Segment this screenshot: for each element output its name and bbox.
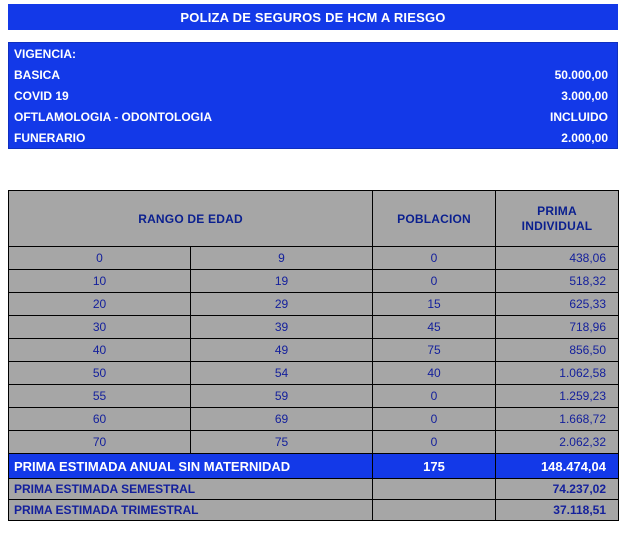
cell-poblacion: 40: [373, 362, 496, 385]
cell-prima: 1.062,58: [496, 362, 619, 385]
cell-prima: 718,96: [496, 316, 619, 339]
cell-edad-hasta: 69: [191, 408, 373, 431]
table-row: [9, 431, 619, 454]
table-row: [9, 362, 619, 385]
total-label-trimestral: PRIMA ESTIMADA TRIMESTRAL: [9, 500, 373, 521]
coverage-block: [8, 42, 618, 149]
cell-prima: 625,33: [496, 293, 619, 316]
page-title: POLIZA DE SEGUROS DE HCM A RIESGO: [8, 4, 618, 30]
premium-table-wrapper: [8, 190, 618, 521]
table-head: [9, 191, 619, 247]
coverage-value-funerario: 2.000,00: [561, 130, 608, 145]
cell-edad-desde: 20: [9, 293, 191, 316]
cell-edad-desde: 0: [9, 247, 191, 270]
total-prima-semestral: 74.237,02: [496, 479, 619, 500]
total-prima-anual: 148.474,04: [496, 454, 619, 479]
cell-edad-hasta: 9: [191, 247, 373, 270]
cell-edad-desde: 60: [9, 408, 191, 431]
total-poblacion-semestral-blank: [373, 479, 496, 500]
cell-poblacion: 0: [373, 270, 496, 293]
table-body: [9, 247, 619, 521]
cell-poblacion: 0: [373, 385, 496, 408]
cell-edad-hasta: 75: [191, 431, 373, 454]
coverage-row-covid19: [9, 85, 617, 106]
coverage-label-covid19: COVID 19: [9, 85, 479, 106]
coverage-row-basica: [9, 64, 617, 85]
coverage-value-covid19: 3.000,00: [561, 88, 608, 103]
cell-edad-hasta: 29: [191, 293, 373, 316]
prima-header-line2: INDIVIDUAL: [521, 218, 593, 233]
coverage-label-oftalmologia-odontologia: OFTLAMOLOGIA - ODONTOLOGIA: [9, 106, 479, 127]
cell-edad-desde: 55: [9, 385, 191, 408]
cell-edad-hasta: 19: [191, 270, 373, 293]
coverage-label-funerario: FUNERARIO: [9, 127, 479, 148]
cell-prima: 518,32: [496, 270, 619, 293]
table-row: [9, 247, 619, 270]
cell-prima: 856,50: [496, 339, 619, 362]
coverage-header-row: [9, 43, 617, 64]
cell-edad-hasta: 59: [191, 385, 373, 408]
total-row-trimestral: [9, 500, 619, 521]
coverage-value-basica: 50.000,00: [554, 67, 608, 82]
premium-table: [8, 190, 619, 521]
table-row: [9, 270, 619, 293]
table-row: [9, 408, 619, 431]
table-row: [9, 293, 619, 316]
table-row: [9, 339, 619, 362]
cell-edad-hasta: 54: [191, 362, 373, 385]
coverage-row-oftalmologia-odontologia: [9, 106, 617, 127]
coverage-label-basica: BASICA: [9, 64, 479, 85]
column-header-poblacion: POBLACION: [373, 191, 496, 247]
cell-poblacion: 0: [373, 431, 496, 454]
vigencia-label: VIGENCIA:: [14, 46, 77, 61]
cell-poblacion: 0: [373, 408, 496, 431]
cell-poblacion: 0: [373, 247, 496, 270]
total-row-semestral: [9, 479, 619, 500]
cell-edad-hasta: 39: [191, 316, 373, 339]
coverage-value-oftalmologia-odontologia: INCLUIDO: [550, 109, 608, 124]
cell-poblacion: 15: [373, 293, 496, 316]
cell-prima: 2.062,32: [496, 431, 619, 454]
cell-edad-desde: 70: [9, 431, 191, 454]
cell-edad-desde: 10: [9, 270, 191, 293]
total-label-semestral: PRIMA ESTIMADA SEMESTRAL: [9, 479, 373, 500]
coverage-row-funerario: [9, 127, 617, 148]
cell-prima: 1.668,72: [496, 408, 619, 431]
total-label-anual: PRIMA ESTIMADA ANUAL SIN MATERNIDAD: [9, 454, 373, 479]
cell-poblacion: 75: [373, 339, 496, 362]
table-row: [9, 385, 619, 408]
prima-header-line1: PRIMA: [537, 203, 577, 218]
total-poblacion-trimestral-blank: [373, 500, 496, 521]
cell-edad-desde: 30: [9, 316, 191, 339]
cell-poblacion: 45: [373, 316, 496, 339]
column-header-rango-edad: RANGO DE EDAD: [9, 191, 373, 247]
total-prima-trimestral: 37.118,51: [496, 500, 619, 521]
total-poblacion-anual: 175: [373, 454, 496, 479]
cell-prima: 438,06: [496, 247, 619, 270]
cell-edad-hasta: 49: [191, 339, 373, 362]
column-header-prima-individual: [496, 191, 619, 247]
total-row-anual: [9, 454, 619, 479]
cell-edad-desde: 40: [9, 339, 191, 362]
table-row: [9, 316, 619, 339]
cell-edad-desde: 50: [9, 362, 191, 385]
cell-prima: 1.259,23: [496, 385, 619, 408]
table-header-row: [9, 191, 619, 247]
